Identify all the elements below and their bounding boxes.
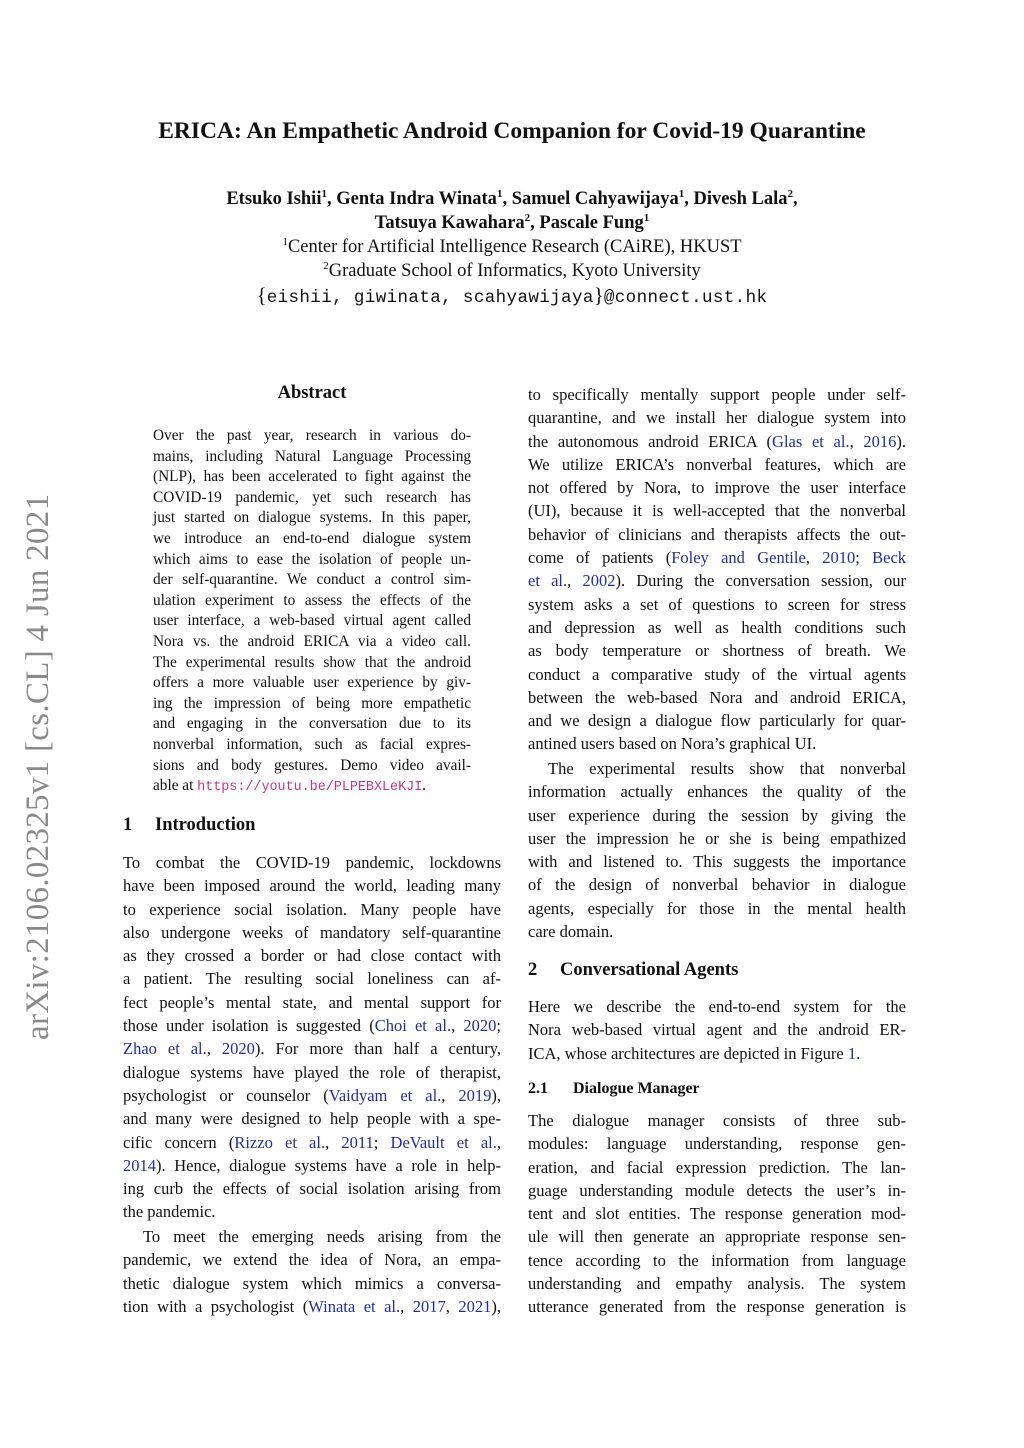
text-line: behavior of clinicians and therapists affects the out- xyxy=(528,524,906,544)
text-line xyxy=(123,1154,501,1177)
text: able at xyxy=(153,777,198,795)
text-line: We utilize ERICA’s nonverbal features, which are xyxy=(528,454,906,474)
text: ). xyxy=(896,431,907,451)
text: ; xyxy=(373,1132,391,1152)
citation-link[interactable]: 2010 xyxy=(822,548,856,568)
dialogue-manager-paragraph xyxy=(528,1109,906,1319)
affiliation-text: Graduate School of Informatics, Kyoto University xyxy=(328,261,701,281)
text: ICA, whose architectures are depicted in Figure xyxy=(528,1043,848,1063)
citation-link[interactable]: Glas et al. xyxy=(772,431,850,451)
text-line: quarantine, and we install her dialogue system into xyxy=(528,408,906,428)
citation-link[interactable]: 2021 xyxy=(458,1296,492,1316)
text: , xyxy=(441,1085,459,1105)
abstract-line: COVID-19 pandemic, yet such research has xyxy=(153,488,471,506)
separator: , xyxy=(530,213,540,233)
author-line-2 xyxy=(0,211,1024,235)
citation-link[interactable]: 2002 xyxy=(582,571,616,591)
right-paragraph-1 xyxy=(528,383,906,756)
citation-link[interactable]: 2016 xyxy=(863,431,897,451)
text-line: to experience social isolation. Many people have xyxy=(123,899,501,919)
text-line: user the impression he or she is being empathized xyxy=(528,828,906,848)
text: the autonomous android ERICA ( xyxy=(528,431,773,451)
affiliation-1 xyxy=(0,235,1024,259)
author-line-1 xyxy=(0,187,1024,211)
text-line: conduct a comparative study of the virtual agents xyxy=(528,664,906,684)
text-line xyxy=(528,546,906,569)
text-line: Here we describe the end-to-end system for the xyxy=(528,997,906,1016)
text-line: agents, especially for those in the mental health xyxy=(528,898,906,918)
author-name: Etsuko Ishii xyxy=(226,189,322,209)
text: , xyxy=(445,1296,459,1316)
section-number: 2.1 xyxy=(528,1080,548,1097)
text-line: user experience during the session by giving the xyxy=(528,805,906,825)
abstract-line: sions and body gestures. Demo video avail- xyxy=(153,756,471,774)
text: come of patients ( xyxy=(528,548,672,568)
abstract-line: The experimental results show that the android xyxy=(153,653,471,671)
section-heading-conversational-agents xyxy=(528,960,738,981)
text-line xyxy=(123,1131,501,1154)
text-line xyxy=(528,1042,906,1065)
citation-link[interactable]: 2020 xyxy=(221,1039,255,1059)
text-line: ule will then generate an appropriate response sen- xyxy=(528,1227,906,1247)
text-line: pandemic, we extend the idea of Nora, an empa- xyxy=(123,1250,501,1270)
text-line: as they crossed a border or had close contact with xyxy=(123,946,501,966)
affiliation-text: Center for Artificial Intelligence Research (CAiRE), HKUST xyxy=(287,237,742,257)
section-number: 2 xyxy=(528,960,538,980)
text: ), xyxy=(491,1085,502,1105)
text-line: and depression as well as health conditions such xyxy=(528,617,906,637)
agents-paragraph xyxy=(528,995,906,1065)
abstract-line: and engaging in the conversation due to its xyxy=(153,715,471,733)
intro-paragraph-1 xyxy=(123,851,501,1224)
citation-link[interactable]: Rizzo et al. xyxy=(234,1132,326,1152)
abstract-line: Over the past year, research in various do- xyxy=(153,427,471,444)
author-name: Pascale Fung xyxy=(539,213,644,233)
citation-link[interactable]: DeVault et al. xyxy=(390,1132,497,1152)
text-line: eration, and facial expression prediction. The lan- xyxy=(528,1157,906,1177)
text: ; xyxy=(496,1016,501,1036)
abstract-line: mains, including Natural Language Processing xyxy=(153,447,471,465)
abstract-line: Nora vs. the android ERICA via a video call. xyxy=(153,632,471,650)
email-users: eishii, giwinata, scahyawijaya xyxy=(266,288,594,308)
text: ), xyxy=(491,1296,502,1316)
author-affiliation-mark: 1 xyxy=(678,188,685,200)
text-line: of the design of nonverbal behavior in dialogue xyxy=(528,875,906,895)
text-line: tence according to the information from language xyxy=(528,1250,906,1270)
author-affiliation-mark: 1 xyxy=(321,188,327,200)
citation-link[interactable]: 2017 xyxy=(412,1296,446,1316)
intro-paragraph-2 xyxy=(123,1225,501,1318)
citation-link[interactable]: Winata et al. xyxy=(308,1296,401,1316)
text-line: antined users based on Nora’s graphical UI. xyxy=(528,734,817,754)
citation-link[interactable]: 2014 xyxy=(123,1155,156,1175)
text: , xyxy=(400,1296,413,1316)
section-heading-introduction xyxy=(123,815,255,836)
text-line xyxy=(123,1295,501,1318)
author-affiliation-mark: 2 xyxy=(787,188,794,200)
email-domain: @connect.ust.hk xyxy=(603,288,768,308)
text: , xyxy=(849,431,864,451)
text-line: (UI), because it is well-accepted that the nonverbal xyxy=(528,501,906,521)
citation-link[interactable]: 2020 xyxy=(463,1016,497,1036)
text-line: fect people’s mental state, and mental support for xyxy=(123,992,501,1012)
abstract-line: user interface, a web-based virtual agent called xyxy=(153,612,471,630)
abstract-line: ulation experiment to assess the effects of the xyxy=(153,591,471,609)
citation-link[interactable]: Zhao et al. xyxy=(123,1039,207,1059)
figure-reference-link[interactable]: 1 xyxy=(847,1043,857,1063)
citation-link[interactable]: Choi et al. xyxy=(374,1016,452,1036)
author-affiliation-mark: 1 xyxy=(643,212,650,224)
brace: { xyxy=(256,283,267,307)
author-block xyxy=(0,187,1024,310)
text-line: information actually enhances the quality of the xyxy=(528,782,906,802)
text-line: between the web-based Nora and android ERICA, xyxy=(528,687,906,707)
text-line: utterance generated from the response generation is xyxy=(528,1297,906,1317)
separator: , xyxy=(793,189,798,209)
text: ). Hence, dialogue systems have a role in help- xyxy=(156,1155,501,1175)
text-line: understanding and empathy analysis. The system xyxy=(528,1274,906,1294)
text-line xyxy=(123,1084,501,1107)
abstract-line: ing the impression of being more empathetic xyxy=(153,694,471,712)
separator: , xyxy=(502,189,512,209)
text-line: system asks a set of questions to screen for stress xyxy=(528,594,906,614)
text-line: The dialogue manager consists of three sub- xyxy=(528,1111,906,1130)
citation-link[interactable]: Beck xyxy=(872,548,907,568)
text: ). During the conversation session, our xyxy=(615,571,906,591)
author-affiliation-mark: 2 xyxy=(524,212,531,224)
text-line: have been imposed around the world, leading many xyxy=(123,876,501,896)
text-line: not offered by Nora, to improve the user interface xyxy=(528,478,906,498)
text-line: to specifically mentally support people under self- xyxy=(528,385,906,404)
text: , xyxy=(496,1132,501,1152)
text: those under isolation is suggested ( xyxy=(123,1016,375,1036)
author-emails xyxy=(0,283,1024,310)
right-paragraph-2 xyxy=(528,757,906,943)
abstract-line xyxy=(153,776,471,797)
text-line: To meet the emerging needs arising from the xyxy=(143,1227,501,1246)
text-line xyxy=(528,430,906,453)
author-name: Genta Indra Winata xyxy=(336,189,497,209)
text: , xyxy=(805,548,823,568)
text-line xyxy=(528,569,906,592)
abstract-line: we introduce an end-to-end dialogue system xyxy=(153,529,471,547)
text-line: ing curb the effects of social isolation arising from xyxy=(123,1179,501,1199)
section-number: 1 xyxy=(123,815,133,835)
section-title: Conversational Agents xyxy=(560,960,739,980)
abstract-heading: Abstract xyxy=(277,383,347,403)
text: ; xyxy=(855,548,873,568)
text-line: the pandemic. xyxy=(123,1202,216,1222)
author-name: Samuel Cahyawijaya xyxy=(511,189,679,209)
abstract-line: (NLP), has been accelerated to fight against the xyxy=(153,468,471,486)
text-line: as body temperature or shortness of breath. We xyxy=(528,641,906,661)
abstract-line: nonverbal information, such as facial expres- xyxy=(153,735,471,753)
affiliation-mark: 1 xyxy=(282,236,288,248)
text: ). For more than half a century, xyxy=(254,1039,502,1059)
affiliation-2 xyxy=(0,259,1024,283)
text-line: To combat the COVID-19 pandemic, lockdowns xyxy=(123,853,501,872)
brace: } xyxy=(593,283,604,307)
demo-video-link[interactable]: https://youtu.be/PLPEBXLeKJI xyxy=(197,780,423,796)
text-line: Nora web-based virtual agent and the android ER- xyxy=(528,1020,906,1040)
author-name: Divesh Lala xyxy=(693,189,788,209)
text: . xyxy=(422,777,426,795)
text: tion with a psychologist ( xyxy=(123,1296,309,1316)
abstract-line: der self-quarantine. We conduct a control sim- xyxy=(153,571,471,589)
author-affiliation-mark: 1 xyxy=(496,188,503,200)
abstract-text xyxy=(153,426,471,797)
abstract-line: which aims to ease the isolation of people un- xyxy=(153,550,471,568)
separator: , xyxy=(326,189,337,209)
text-line: tent and slot entities. The response generation mod- xyxy=(528,1204,906,1224)
subsection-heading-dialogue-manager xyxy=(528,1080,700,1098)
text: , xyxy=(206,1039,222,1059)
abstract-line: offers a more valuable user experience by giv- xyxy=(153,674,471,692)
text: . xyxy=(856,1043,861,1063)
section-title: Dialogue Manager xyxy=(573,1080,700,1097)
text-line xyxy=(123,1014,501,1037)
text-line: guage understanding module detects the user’s in- xyxy=(528,1180,906,1200)
text-line: and we design a dialogue flow particularly for quar- xyxy=(528,711,906,731)
citation-link[interactable]: et al. xyxy=(528,571,568,591)
text-line: dialogue systems have played the role of therapist, xyxy=(123,1062,501,1082)
paper-title: ERICA: An Empathetic Android Companion for Covid-19 Quarantine xyxy=(158,118,866,144)
author-name: Tatsuya Kawahara xyxy=(374,213,525,233)
text-line: The experimental results show that nonverbal xyxy=(548,759,906,778)
citation-link[interactable]: Foley and Gentile xyxy=(671,548,806,568)
text: psychologist or counselor ( xyxy=(123,1085,329,1105)
text-line xyxy=(123,1037,501,1060)
separator: , xyxy=(684,189,694,209)
text: , xyxy=(451,1016,464,1036)
citation-link[interactable]: 2011 xyxy=(341,1132,374,1152)
text: , xyxy=(325,1132,342,1152)
text: cific concern ( xyxy=(123,1132,235,1152)
text-line: and many were designed to help people with a spe- xyxy=(123,1109,501,1129)
arxiv-stamp: arXiv:2106.02325v1 [cs.CL] 4 Jun 2021 xyxy=(20,493,56,1040)
text-line: thetic dialogue system which mimics a conversa- xyxy=(123,1273,501,1293)
section-title: Introduction xyxy=(155,815,256,835)
text: , xyxy=(567,571,583,591)
text-line: with and listened to. This suggests the importance xyxy=(528,852,906,872)
citation-link[interactable]: 2019 xyxy=(458,1085,492,1105)
text-line: modules: language understanding, response gen- xyxy=(528,1134,906,1154)
text-line: a patient. The resulting social loneliness can af- xyxy=(123,969,501,989)
text-line: also undergone weeks of mandatory self-quarantine xyxy=(123,922,501,942)
citation-link[interactable]: Vaidyam et al. xyxy=(328,1085,442,1105)
affiliation-mark: 2 xyxy=(323,260,329,272)
abstract-line: just started on dialogue systems. In this paper, xyxy=(153,509,471,527)
text-line: care domain. xyxy=(528,922,614,942)
